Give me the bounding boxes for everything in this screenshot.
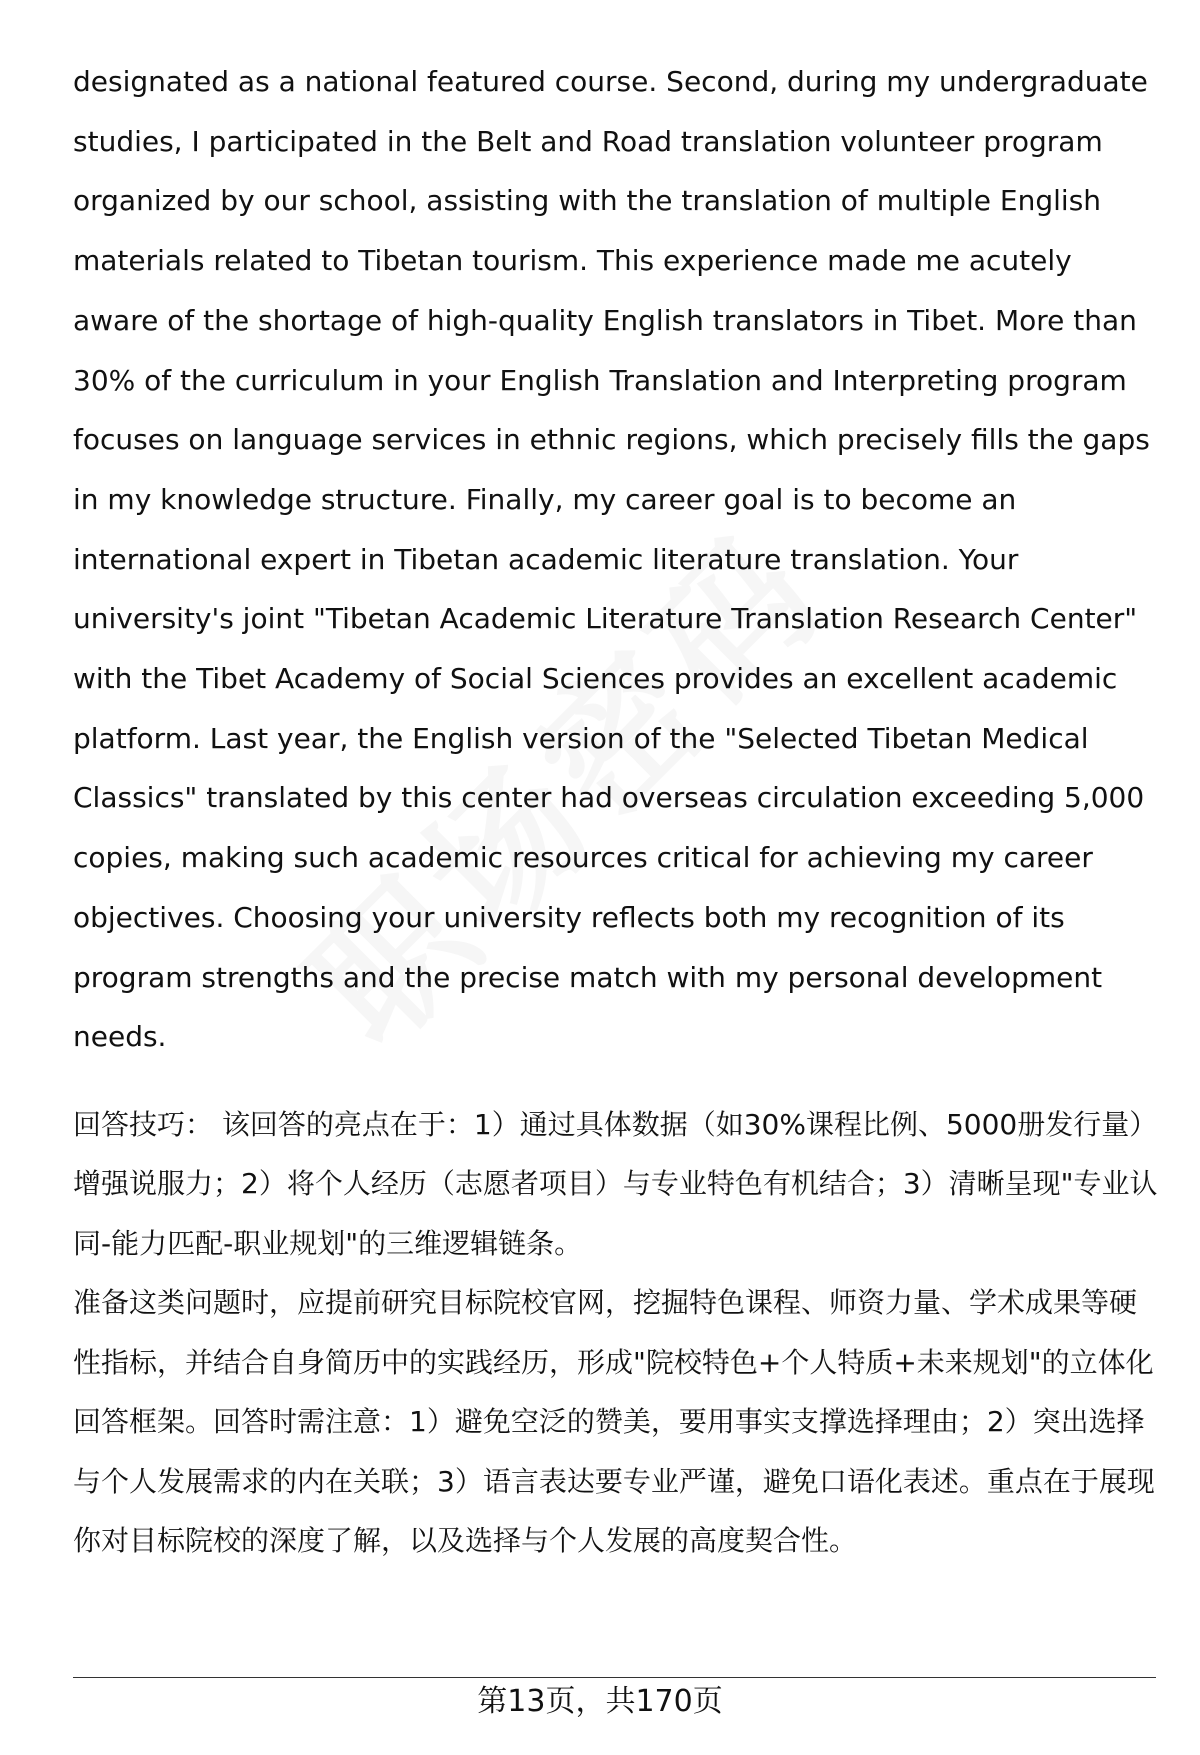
tips-section	[73, 1095, 1158, 1571]
document-page	[73, 52, 1158, 1571]
body-paragraph: designated as a national featured course. Second, during my undergraduate studies, I participated in the Belt and Road translation volunteer program organized by our school, assisting with the translation of multiple English materials related to Tibetan tourism. This experience made me acutely aware of the shortage of high-quality English translators in Tibet. More than 30% of the curriculum in your English Translation and Interpreting program focuses on language services in ethnic regions, which precisely fills the gaps in my knowledge structure. Finally, my career goal is to become an international expert in Tibetan academic literature translation. Your university's joint "Tibetan Academic Literature Translation Research Center" with the Tibet Academy of Social Sciences provides an excellent academic platform. Last year, the English version of the "Selected Tibetan Medical Classics" translated by this center had overseas circulation exceeding 5,000 copies, making such academic resources critical for achieving my career objectives. Choosing your university reflects both my recognition of its program strengths and the precise match with my personal development needs.	[73, 65, 1150, 1054]
page-number: 第13页，共170页	[477, 1684, 723, 1719]
preparation-paragraph: 准备这类问题时，应提前研究目标院校官网，挖掘特色课程、师资力量、学术成果等硬性指标，并结合自身简历中的实践经历，形成"院校特色+个人特质+未来规划"的立体化回答框架。回答时需注意：1）避免空泛的赞美，要用事实支撑选择理由；2）突出选择与个人发展需求的内在关联；3）语言表达要专业严谨，避免口语化表述。重点在于展现你对目标院校的深度了解，以及选择与个人发展的高度契合性。	[73, 1286, 1155, 1558]
footer-divider	[73, 1677, 1156, 1678]
tips-paragraph: 回答技巧： 该回答的亮点在于：1）通过具体数据（如30%课程比例、5000册发行量）增强说服力；2）将个人经历（志愿者项目）与专业特色有机结合；3）清晰呈现"专业认同-能力匹配-职业规划"的三维逻辑链条。	[73, 1107, 1158, 1260]
